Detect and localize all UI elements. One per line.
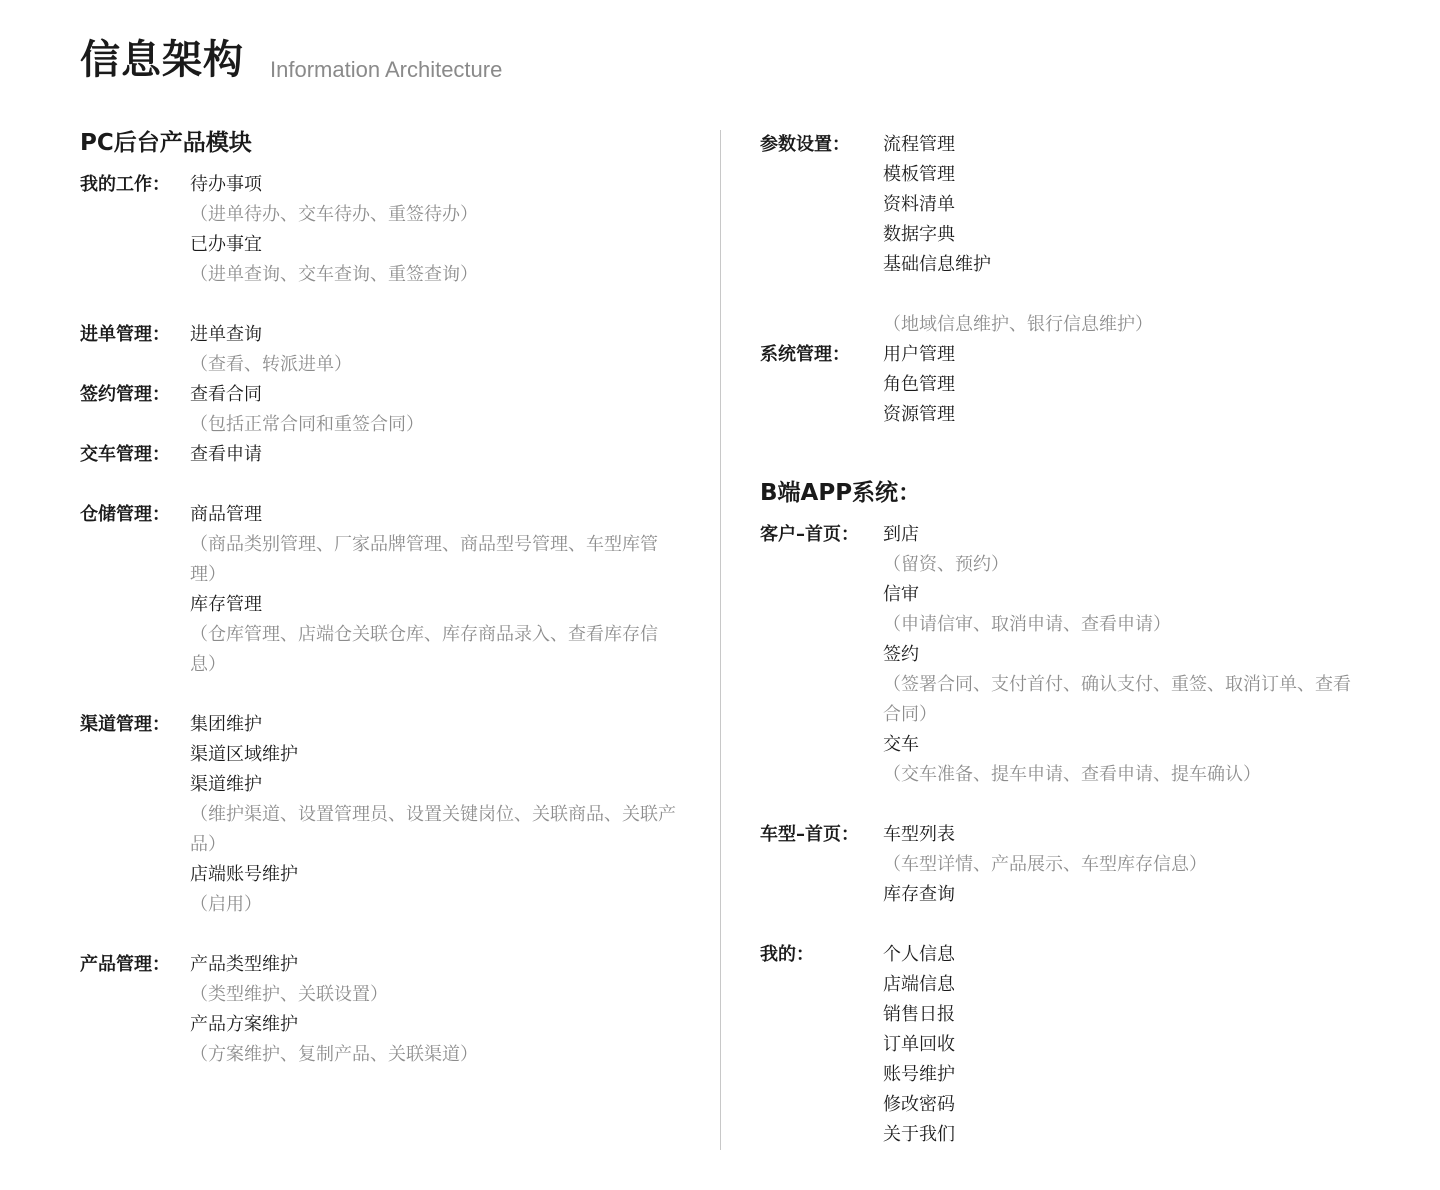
list-row bbox=[760, 130, 1380, 160]
list-item-note: （仓库管理、店端仓关联仓库、库存商品录入、查看库存信息） bbox=[190, 624, 658, 675]
list-row bbox=[80, 320, 700, 350]
list-row bbox=[760, 400, 1380, 430]
list-item-note: （维护渠道、设置管理员、设置关键岗位、关联商品、关联产品） bbox=[190, 804, 676, 855]
group-label: 交车管理： bbox=[80, 444, 170, 465]
list-row bbox=[760, 730, 1380, 760]
list-row bbox=[760, 670, 1380, 730]
list-item: 资料清单 bbox=[883, 194, 955, 215]
list-item-note: （查看、转派进单） bbox=[190, 354, 352, 375]
list-item: 商品管理 bbox=[190, 504, 262, 525]
list-row bbox=[760, 160, 1380, 190]
list-item: 渠道维护 bbox=[190, 774, 262, 795]
list-row bbox=[760, 940, 1380, 970]
list-item: 进单查询 bbox=[190, 324, 262, 345]
list-item-note: （签署合同、支付首付、确认支付、重签、取消订单、查看合同） bbox=[883, 674, 1351, 725]
list-row bbox=[760, 310, 1380, 340]
list-item: 流程管理 bbox=[883, 134, 955, 155]
list-row bbox=[760, 580, 1380, 610]
list-row bbox=[760, 550, 1380, 580]
list-item-note: （类型维护、关联设置） bbox=[190, 984, 388, 1005]
list-item: 库存管理 bbox=[190, 594, 262, 615]
list-item: 车型列表 bbox=[883, 824, 955, 845]
list-item-note: （包括正常合同和重签合同） bbox=[190, 414, 424, 435]
list-row bbox=[80, 890, 700, 920]
list-row bbox=[80, 440, 700, 470]
list-item: 个人信息 bbox=[883, 944, 955, 965]
list-row bbox=[80, 410, 700, 440]
list-item-note: （进单查询、交车查询、重签查询） bbox=[190, 264, 478, 285]
list-row bbox=[760, 970, 1380, 1000]
list-row bbox=[760, 250, 1380, 280]
list-item-note: （地域信息维护、银行信息维护） bbox=[883, 314, 1153, 335]
list-item-note: （启用） bbox=[190, 894, 262, 915]
list-item: 交车 bbox=[883, 734, 919, 755]
list-row bbox=[760, 370, 1380, 400]
list-row bbox=[760, 640, 1380, 670]
list-row bbox=[760, 220, 1380, 250]
list-row bbox=[80, 1040, 700, 1070]
list-item: 信审 bbox=[883, 584, 919, 605]
list-item-note: （交车准备、提车申请、查看申请、提车确认） bbox=[883, 764, 1261, 785]
list-item: 账号维护 bbox=[883, 1064, 955, 1085]
list-row bbox=[80, 1010, 700, 1040]
list-item: 待办事项 bbox=[190, 174, 262, 195]
list-item-note: （申请信审、取消申请、查看申请） bbox=[883, 614, 1171, 635]
list-row bbox=[80, 950, 700, 980]
list-item: 修改密码 bbox=[883, 1094, 955, 1115]
group-label: 仓储管理： bbox=[80, 504, 170, 525]
list-row bbox=[80, 530, 700, 590]
app-section-title: B端APP系统： bbox=[760, 480, 922, 506]
list-item: 用户管理 bbox=[883, 344, 955, 365]
list-row bbox=[80, 770, 700, 800]
list-row bbox=[760, 1000, 1380, 1030]
list-row bbox=[760, 1060, 1380, 1090]
list-item: 店端账号维护 bbox=[190, 864, 298, 885]
list-item: 库存查询 bbox=[883, 884, 955, 905]
list-item-note: （留资、预约） bbox=[883, 554, 1009, 575]
list-item: 渠道区域维护 bbox=[190, 744, 298, 765]
group-label: 系统管理： bbox=[760, 344, 850, 365]
list-item: 销售日报 bbox=[883, 1004, 955, 1025]
list-row bbox=[80, 590, 700, 620]
column-divider bbox=[720, 130, 721, 1150]
group-label: 进单管理： bbox=[80, 324, 170, 345]
group-label: 签约管理： bbox=[80, 384, 170, 405]
list-item: 店端信息 bbox=[883, 974, 955, 995]
list-row bbox=[80, 230, 700, 260]
list-item: 到店 bbox=[883, 524, 919, 545]
list-item: 角色管理 bbox=[883, 374, 955, 395]
page-subtitle: Information Architecture bbox=[270, 57, 503, 82]
list-row bbox=[80, 260, 700, 290]
list-item: 已办事宜 bbox=[190, 234, 262, 255]
list-row bbox=[80, 620, 700, 680]
list-item: 基础信息维护 bbox=[883, 254, 991, 275]
pc-section-title: PC后台产品模块 bbox=[80, 130, 252, 156]
page-title: 信息架构 bbox=[80, 37, 244, 83]
list-item-note: （方案维护、复制产品、关联渠道） bbox=[190, 1044, 478, 1065]
list-row bbox=[760, 1030, 1380, 1060]
list-row bbox=[760, 610, 1380, 640]
group-label: 渠道管理： bbox=[80, 714, 170, 735]
list-item: 关于我们 bbox=[883, 1124, 955, 1145]
list-item: 签约 bbox=[883, 644, 919, 665]
list-item-note: （进单待办、交车待办、重签待办） bbox=[190, 204, 478, 225]
list-item: 查看合同 bbox=[190, 384, 262, 405]
list-row bbox=[760, 190, 1380, 220]
list-row bbox=[80, 740, 700, 770]
list-row bbox=[760, 1120, 1380, 1150]
group-label: 产品管理： bbox=[80, 954, 170, 975]
list-row bbox=[760, 820, 1380, 850]
list-row bbox=[80, 200, 700, 230]
list-row bbox=[80, 380, 700, 410]
list-item: 订单回收 bbox=[883, 1034, 955, 1055]
group-label: 客户–首页： bbox=[760, 524, 859, 545]
list-item: 资源管理 bbox=[883, 404, 955, 425]
list-row bbox=[80, 350, 700, 380]
group-label: 参数设置： bbox=[760, 134, 850, 155]
list-row bbox=[80, 980, 700, 1010]
list-row bbox=[760, 520, 1380, 550]
list-row bbox=[80, 710, 700, 740]
list-row bbox=[760, 880, 1380, 910]
list-item: 产品类型维护 bbox=[190, 954, 298, 975]
list-row bbox=[80, 170, 700, 200]
list-row bbox=[760, 1090, 1380, 1120]
list-item: 产品方案维护 bbox=[190, 1014, 298, 1035]
list-row bbox=[80, 800, 700, 860]
list-row bbox=[80, 500, 700, 530]
list-row bbox=[760, 850, 1380, 880]
list-item: 查看申请 bbox=[190, 444, 262, 465]
list-item: 集团维护 bbox=[190, 714, 262, 735]
list-item: 模板管理 bbox=[883, 164, 955, 185]
list-item-note: （商品类别管理、厂家品牌管理、商品型号管理、车型库管理） bbox=[190, 534, 658, 585]
group-label: 我的： bbox=[760, 944, 814, 965]
list-row bbox=[80, 860, 700, 890]
group-label: 我的工作： bbox=[80, 174, 170, 195]
list-row bbox=[760, 760, 1380, 790]
list-row bbox=[760, 340, 1380, 370]
list-item: 数据字典 bbox=[883, 224, 955, 245]
group-label: 车型–首页： bbox=[760, 824, 859, 845]
list-item-note: （车型详情、产品展示、车型库存信息） bbox=[883, 854, 1207, 875]
